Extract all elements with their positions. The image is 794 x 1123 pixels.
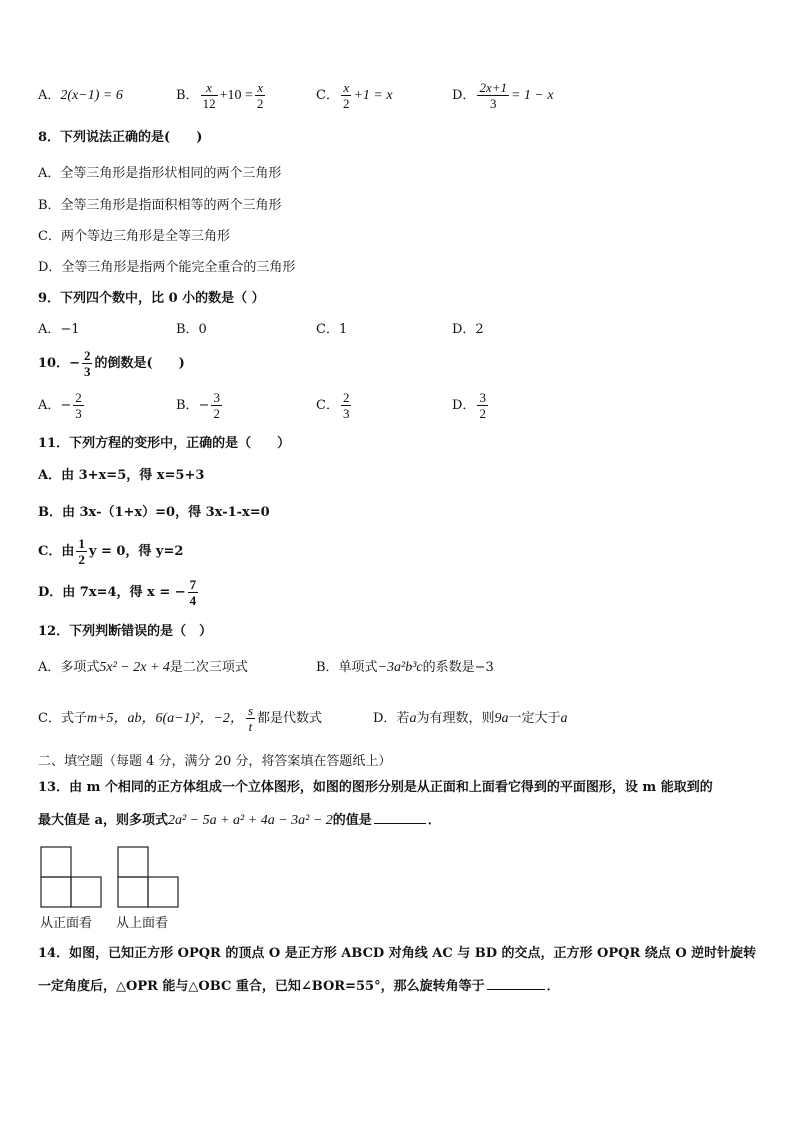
numerator: x (343, 80, 350, 95)
q13-text: 的值是 (332, 813, 372, 828)
square (118, 877, 148, 907)
equation-part: +10 = (219, 88, 253, 103)
numerator: s (247, 703, 253, 718)
square (118, 847, 148, 877)
option-text: D．由 7x=4，得 x = − (38, 585, 186, 600)
fraction (76, 536, 87, 567)
q9-option-a: A．−1 (38, 322, 80, 337)
q9-option-c: C．1 (316, 322, 348, 337)
polynomial-expression: 2a² − 5a + a² + 4a − 3a² − 2 (167, 813, 333, 828)
square (41, 877, 71, 907)
expression: m+5，ab，6(a−1)²，−2， (86, 711, 244, 726)
expression: −3a²b³c (377, 660, 423, 675)
numerator: x (257, 80, 263, 95)
q10-prefix: 10．− (38, 356, 80, 371)
q10-option-a (38, 390, 86, 421)
fraction (341, 80, 352, 111)
fraction (255, 80, 266, 111)
option-text: 是二次三项式 (169, 660, 248, 675)
q12-option-a (38, 658, 248, 678)
numerator: 7 (189, 577, 197, 592)
q8-option-a: A．全等三角形是指形状相同的两个三角形 (38, 166, 282, 181)
option-text: 都是代数式 (257, 711, 323, 726)
option-letter: B． (176, 88, 199, 103)
expression: 9a (494, 711, 509, 726)
q14-text: 一定角度后，△OPR 能与△OBC 重合，已知∠BOR=55°，那么旋转角等于 (38, 979, 485, 994)
option-letter: C． (316, 398, 339, 413)
q11-option-a: A．由 3+x=5，得 x=5+3 (38, 468, 205, 483)
q13-text: ． (427, 813, 441, 828)
denominator: 2 (479, 406, 486, 421)
q9-option-d: D．2 (452, 322, 484, 337)
numerator: 2 (83, 348, 91, 363)
answer-blank[interactable] (374, 810, 426, 824)
numerator: 2 (342, 390, 350, 405)
numerator: 1 (78, 536, 85, 551)
q10-stem (38, 348, 185, 379)
q10-option-b (176, 390, 224, 421)
fraction (211, 390, 222, 421)
q14-text: ． (546, 979, 560, 994)
q12-stem: 12．下列判断错误的是（ ） (38, 624, 213, 639)
numerator: 3 (213, 390, 220, 405)
q10-option-d (452, 390, 490, 421)
fraction (73, 390, 84, 421)
option-text: D．若 (373, 711, 410, 726)
q14-line1: 14．如图，已知正方形 OPQR 的顶点 O 是正方形 ABCD 对角线 AC 与 BD 的交点，正方形 OPQR 绕点 O 逆时针旋转 (38, 946, 757, 961)
q7-option-a (38, 86, 123, 106)
front-view-caption: 从正面看 (40, 916, 93, 931)
fraction (477, 80, 509, 111)
q8-stem: 8．下列说法正确的是( ) (38, 130, 203, 145)
denominator: 3 (75, 406, 82, 421)
variable: a (409, 711, 417, 726)
q11-option-d (38, 577, 200, 608)
fraction (477, 390, 488, 421)
numerator: 3 (479, 390, 486, 405)
q10-suffix: 的倒数是( ) (94, 356, 185, 371)
fraction (341, 390, 352, 421)
q13-text: 最大值是 a，则多项式 (38, 813, 168, 828)
option-text: C．式子 (38, 711, 87, 726)
numerator: 2x+1 (479, 80, 507, 95)
denominator: 3 (477, 95, 509, 111)
top-view-figure (117, 846, 181, 908)
denominator: 2 (342, 96, 350, 111)
numerator: 2 (75, 390, 82, 405)
equation: 2(x−1) = 6 (60, 88, 123, 103)
square (71, 877, 101, 907)
equation-part: +1 = x (353, 88, 393, 103)
q7-option-d (452, 80, 554, 111)
denominator: 4 (189, 593, 197, 608)
q12-option-c (38, 703, 322, 734)
q9-option-b: B．0 (176, 322, 207, 337)
q8-option-c: C．两个等边三角形是全等三角形 (38, 229, 230, 244)
option-text: B．单项式 (316, 660, 378, 675)
option-text: 一定大于 (508, 711, 561, 726)
top-view-caption: 从上面看 (116, 916, 169, 931)
fraction (82, 348, 93, 379)
front-view-figure (40, 846, 104, 908)
fraction (201, 80, 218, 111)
option-text: C．由 (38, 544, 75, 559)
denominator: 2 (213, 406, 220, 421)
option-text: 为有理数，则 (416, 711, 495, 726)
q11-stem: 11．下列方程的变形中，正确的是（ ） (38, 436, 291, 451)
q8-option-d: D．全等三角形是指两个能完全重合的三角形 (38, 260, 296, 275)
q12-option-d (373, 709, 567, 729)
q11-option-c (38, 536, 183, 567)
section-heading: 二、填空题（每题 4 分，满分 20 分，将答案填在答题纸上） (38, 754, 392, 769)
denominator: t (246, 718, 255, 734)
variable: a (560, 711, 568, 726)
denominator: 3 (83, 364, 91, 379)
q11-option-b: B．由 3x-（1+x）=0，得 3x-1-x=0 (38, 505, 270, 520)
option-letter: D． (452, 88, 476, 103)
denominator: 3 (342, 406, 350, 421)
option-letter: B．− (176, 398, 210, 413)
option-text: 的系数是−3 (422, 660, 494, 675)
fraction (246, 703, 255, 734)
fraction (188, 577, 199, 608)
square (41, 847, 71, 877)
denominator: 2 (78, 552, 85, 567)
option-text: y = 0，得 y=2 (88, 544, 184, 559)
numerator: x (206, 80, 212, 95)
q7-option-c (316, 80, 393, 111)
q14-line2 (38, 976, 560, 997)
option-text: A．多项式 (38, 660, 100, 675)
q13-line2 (38, 810, 441, 831)
q10-option-c (316, 390, 353, 421)
option-letter: C． (316, 88, 339, 103)
option-letter: A． (38, 88, 61, 103)
q13-line1: 13．由 m 个相同的正方体组成一个立体图形，如图的图形分别是从正面和上面看它得到的平面图形，设 m 能取到的 (38, 780, 713, 795)
q12-option-b (316, 658, 494, 678)
q9-stem: 9．下列四个数中，比 0 小的数是（ ） (38, 291, 265, 306)
denominator: 2 (256, 96, 264, 111)
expression: 5x² − 2x + 4 (99, 660, 170, 675)
q8-option-b: B．全等三角形是指面积相等的两个三角形 (38, 198, 282, 213)
square (148, 877, 178, 907)
q7-option-b (176, 80, 267, 111)
denominator: 12 (202, 96, 216, 111)
equation-part: = 1 − x (510, 88, 554, 103)
option-letter: A．− (38, 398, 72, 413)
answer-blank[interactable] (487, 976, 545, 990)
option-letter: D． (452, 398, 476, 413)
